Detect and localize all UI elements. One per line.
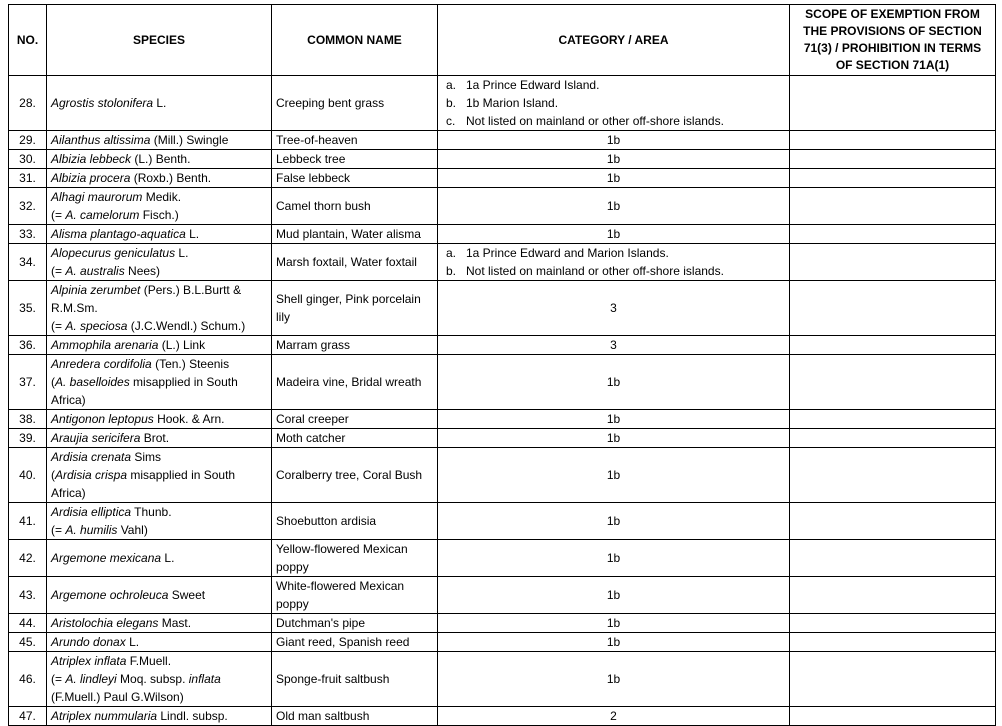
species-text: Brot. xyxy=(140,431,170,445)
species-text: L. xyxy=(153,96,167,110)
species-cell xyxy=(47,707,272,726)
category-cell: 2 xyxy=(438,707,790,726)
table-row xyxy=(9,652,996,707)
species-text: Mast. xyxy=(158,616,192,630)
common-name-cell: Lebbeck tree xyxy=(272,150,438,169)
species-name-italic: Agrostis stolonifera xyxy=(51,96,154,110)
species-line xyxy=(51,355,267,373)
scope-cell xyxy=(790,76,996,131)
common-name-cell: Old man saltbush xyxy=(272,707,438,726)
species-text: Nees) xyxy=(124,264,161,278)
species-line xyxy=(51,373,267,391)
species-line xyxy=(51,466,267,502)
scope-cell xyxy=(790,225,996,244)
species-line xyxy=(51,336,267,354)
row-number: 45. xyxy=(9,633,47,652)
species-text: (= xyxy=(51,319,66,333)
table-row xyxy=(9,76,996,131)
list-marker: b. xyxy=(446,96,457,110)
species-name-italic: Aristolochia elegans xyxy=(51,616,159,630)
row-number: 43. xyxy=(9,577,47,614)
scope-cell xyxy=(790,281,996,336)
species-text: Africa) xyxy=(51,393,86,407)
scope-cell xyxy=(790,503,996,540)
category-cell: 1b xyxy=(438,633,790,652)
species-name-italic: A. baselloides xyxy=(55,375,130,389)
common-name-cell: Marram grass xyxy=(272,336,438,355)
species-text: Fisch.) xyxy=(139,208,179,222)
species-text: misapplied in South xyxy=(129,375,238,389)
category-list-item xyxy=(446,76,785,94)
species-cell xyxy=(47,429,272,448)
row-number: 28. xyxy=(9,76,47,131)
species-cell xyxy=(47,188,272,225)
table-row xyxy=(9,355,996,410)
species-cell xyxy=(47,540,272,577)
species-name-italic: Argemone mexicana xyxy=(51,551,162,565)
category-text: 1b Marion Island. xyxy=(466,96,559,110)
species-name-italic: inflata xyxy=(188,672,221,686)
species-text: Sims xyxy=(131,450,162,464)
species-name-italic: Ammophila arenaria xyxy=(51,338,159,352)
table-row xyxy=(9,540,996,577)
species-text: Hook. & Arn. xyxy=(153,412,225,426)
category-cell: 1b xyxy=(438,169,790,188)
row-number: 32. xyxy=(9,188,47,225)
scope-cell xyxy=(790,131,996,150)
species-name-italic: A. australis xyxy=(65,264,125,278)
row-number: 35. xyxy=(9,281,47,336)
species-line xyxy=(51,281,267,299)
row-number: 39. xyxy=(9,429,47,448)
table-row xyxy=(9,614,996,633)
category-cell: 1b xyxy=(438,614,790,633)
scope-cell xyxy=(790,188,996,225)
species-text: F.Muell. xyxy=(126,654,172,668)
common-name-cell: White-flowered Mexican poppy xyxy=(272,577,438,614)
common-name-cell: Shoebutton ardisia xyxy=(272,503,438,540)
species-cell xyxy=(47,244,272,281)
species-line xyxy=(51,707,267,725)
species-cell xyxy=(47,614,272,633)
species-name-italic: Atriplex nummularia xyxy=(51,709,158,723)
species-text: Lindl. subsp. xyxy=(157,709,228,723)
scope-cell xyxy=(790,633,996,652)
species-line xyxy=(51,317,267,335)
common-name-cell: Mud plantain, Water alisma xyxy=(272,225,438,244)
list-marker: b. xyxy=(446,264,457,278)
species-text: Vahl) xyxy=(117,523,148,537)
species-cell xyxy=(47,410,272,429)
species-name-italic: Ardisia elliptica xyxy=(51,505,132,519)
species-name-italic: Albizia procera xyxy=(51,171,131,185)
row-number: 37. xyxy=(9,355,47,410)
species-text: (= xyxy=(51,523,66,537)
species-text: (Pers.) B.L.Burtt & xyxy=(140,283,242,297)
common-name-cell: Giant reed, Spanish reed xyxy=(272,633,438,652)
species-cell xyxy=(47,577,272,614)
scope-cell xyxy=(790,577,996,614)
species-line xyxy=(51,262,267,280)
table-row xyxy=(9,281,996,336)
category-list-item xyxy=(446,244,785,262)
list-marker: c. xyxy=(446,114,456,128)
category-text: Not listed on mainland or other off-shore islands. xyxy=(466,114,724,128)
species-text: (Ten.) Steenis xyxy=(151,357,230,371)
species-text: (F.Muell.) Paul G.Wilson) xyxy=(51,690,184,704)
category-cell: 1b xyxy=(438,131,790,150)
species-text: Moq. subsp. xyxy=(116,672,189,686)
species-line xyxy=(51,448,267,466)
species-text: (Mill.) Swingle xyxy=(150,133,229,147)
table-row xyxy=(9,244,996,281)
species-line xyxy=(51,225,267,243)
table-row xyxy=(9,633,996,652)
species-cell xyxy=(47,503,272,540)
table-row xyxy=(9,707,996,726)
table-row xyxy=(9,410,996,429)
species-name-italic: Albizia lebbeck xyxy=(51,152,132,166)
category-cell: 1b xyxy=(438,355,790,410)
row-number: 31. xyxy=(9,169,47,188)
species-line xyxy=(51,299,267,317)
species-text: (L.) Link xyxy=(158,338,206,352)
list-marker: a. xyxy=(446,78,457,92)
category-list-item xyxy=(446,94,785,112)
scope-cell xyxy=(790,150,996,169)
species-text: (Roxb.) Benth. xyxy=(130,171,212,185)
common-name-cell: Camel thorn bush xyxy=(272,188,438,225)
table-row xyxy=(9,150,996,169)
species-line xyxy=(51,410,267,428)
table-body xyxy=(9,76,996,726)
row-number: 38. xyxy=(9,410,47,429)
species-name-italic: A. camelorum xyxy=(65,208,140,222)
row-number: 40. xyxy=(9,448,47,503)
table-row xyxy=(9,503,996,540)
species-text: misapplied in South Africa) xyxy=(51,468,236,500)
species-line xyxy=(51,521,267,539)
row-number: 44. xyxy=(9,614,47,633)
common-name-cell: Creeping bent grass xyxy=(272,76,438,131)
species-text: Thunb. xyxy=(131,505,172,519)
row-number: 41. xyxy=(9,503,47,540)
species-name-italic: Ardisia crispa xyxy=(55,468,128,482)
species-name-italic: Arundo donax xyxy=(51,635,126,649)
category-cell: 1b xyxy=(438,652,790,707)
header-no: NO. xyxy=(9,5,47,76)
species-name-italic: Atriplex inflata xyxy=(51,654,127,668)
species-cell xyxy=(47,652,272,707)
species-cell xyxy=(47,225,272,244)
scope-cell xyxy=(790,652,996,707)
category-cell: 1b xyxy=(438,225,790,244)
species-name-italic: Alhagi maurorum xyxy=(51,190,143,204)
category-text: Not listed on mainland or other off-shore islands. xyxy=(466,264,724,278)
species-cell xyxy=(47,336,272,355)
species-line xyxy=(51,614,267,632)
species-line xyxy=(51,586,267,604)
species-cell xyxy=(47,169,272,188)
common-name-cell: Coral creeper xyxy=(272,410,438,429)
header-row xyxy=(9,5,996,76)
species-text: L. xyxy=(185,227,200,241)
row-number: 42. xyxy=(9,540,47,577)
common-name-cell: Sponge-fruit saltbush xyxy=(272,652,438,707)
common-name-cell: Shell ginger, Pink porcelain lily xyxy=(272,281,438,336)
common-name-cell: Madeira vine, Bridal wreath xyxy=(272,355,438,410)
scope-cell xyxy=(790,707,996,726)
species-line xyxy=(51,549,267,567)
species-line xyxy=(51,131,267,149)
species-line xyxy=(51,206,267,224)
species-text: (= xyxy=(51,672,66,686)
table-row xyxy=(9,336,996,355)
category-list-item xyxy=(446,112,785,130)
species-name-italic: Araujia sericifera xyxy=(51,431,141,445)
row-number: 34. xyxy=(9,244,47,281)
header-species: SPECIES xyxy=(47,5,272,76)
species-line xyxy=(51,150,267,168)
species-text: L. xyxy=(161,551,175,565)
species-cell xyxy=(47,150,272,169)
row-number: 46. xyxy=(9,652,47,707)
species-line xyxy=(51,188,267,206)
row-number: 36. xyxy=(9,336,47,355)
species-text: Sweet xyxy=(168,588,206,602)
species-text: L. xyxy=(175,246,189,260)
scope-cell xyxy=(790,540,996,577)
species-text: ( xyxy=(51,375,55,389)
table-row xyxy=(9,225,996,244)
species-text: R.M.Sm. xyxy=(51,301,98,315)
species-name-italic: Ailanthus altissima xyxy=(51,133,151,147)
table-row xyxy=(9,131,996,150)
species-cell xyxy=(47,76,272,131)
header-category: CATEGORY / AREA xyxy=(438,5,790,76)
common-name-cell: Yellow-flowered Mexican poppy xyxy=(272,540,438,577)
table-row xyxy=(9,429,996,448)
common-name-cell: Moth catcher xyxy=(272,429,438,448)
species-text: Medik. xyxy=(142,190,182,204)
scope-cell xyxy=(790,448,996,503)
scope-cell xyxy=(790,336,996,355)
common-name-cell: Marsh foxtail, Water foxtail xyxy=(272,244,438,281)
category-cell xyxy=(438,76,790,131)
category-cell: 1b xyxy=(438,429,790,448)
scope-cell xyxy=(790,169,996,188)
species-line xyxy=(51,633,267,651)
row-number: 30. xyxy=(9,150,47,169)
species-text: L. xyxy=(125,635,140,649)
common-name-cell: False lebbeck xyxy=(272,169,438,188)
table-row xyxy=(9,577,996,614)
header-scope: SCOPE OF EXEMPTION FROM THE PROVISIONS OF SECTION 71(3) / PROHIBITION IN TERMS OF SECTION 71A(1) xyxy=(790,5,996,76)
row-number: 47. xyxy=(9,707,47,726)
row-number: 29. xyxy=(9,131,47,150)
species-cell xyxy=(47,281,272,336)
row-number: 33. xyxy=(9,225,47,244)
species-text: (L.) Benth. xyxy=(131,152,191,166)
species-line xyxy=(51,94,267,112)
common-name-cell: Dutchman's pipe xyxy=(272,614,438,633)
species-name-italic: Alisma plantago-aquatica xyxy=(51,227,186,241)
species-name-italic: A. humilis xyxy=(65,523,118,537)
header-common-name: COMMON NAME xyxy=(272,5,438,76)
species-cell xyxy=(47,448,272,503)
species-line xyxy=(51,429,267,447)
species-name-italic: Alpinia zerumbet xyxy=(51,283,141,297)
category-cell: 1b xyxy=(438,188,790,225)
category-cell: 3 xyxy=(438,336,790,355)
species-name-italic: Alopecurus geniculatus xyxy=(51,246,176,260)
species-cell xyxy=(47,131,272,150)
table-row xyxy=(9,169,996,188)
species-name-italic: Ardisia crenata xyxy=(51,450,132,464)
species-cell xyxy=(47,355,272,410)
scope-cell xyxy=(790,410,996,429)
category-cell: 1b xyxy=(438,503,790,540)
table-row xyxy=(9,188,996,225)
list-marker: a. xyxy=(446,246,457,260)
species-name-italic: A. lindleyi xyxy=(65,672,117,686)
common-name-cell: Coralberry tree, Coral Bush xyxy=(272,448,438,503)
species-name-italic: Anredera cordifolia xyxy=(51,357,152,371)
scope-cell xyxy=(790,244,996,281)
category-list-item xyxy=(446,262,785,280)
common-name-cell: Tree-of-heaven xyxy=(272,131,438,150)
species-line xyxy=(51,670,267,688)
species-table xyxy=(8,4,996,726)
scope-cell xyxy=(790,355,996,410)
category-cell: 3 xyxy=(438,281,790,336)
category-cell: 1b xyxy=(438,410,790,429)
species-name-italic: Antigonon leptopus xyxy=(51,412,154,426)
category-cell: 1b xyxy=(438,540,790,577)
category-text: 1a Prince Edward and Marion Islands. xyxy=(466,246,669,260)
species-line xyxy=(51,688,267,706)
species-line xyxy=(51,503,267,521)
species-text: (= xyxy=(51,208,66,222)
table-row xyxy=(9,448,996,503)
species-cell xyxy=(47,633,272,652)
category-cell xyxy=(438,244,790,281)
scope-cell xyxy=(790,429,996,448)
category-text: 1a Prince Edward Island. xyxy=(466,78,600,92)
species-name-italic: Argemone ochroleuca xyxy=(51,588,169,602)
species-name-italic: A. speciosa xyxy=(65,319,128,333)
species-line xyxy=(51,244,267,262)
category-cell: 1b xyxy=(438,448,790,503)
species-line xyxy=(51,391,267,409)
species-text: (= xyxy=(51,264,66,278)
scope-cell xyxy=(790,614,996,633)
category-cell: 1b xyxy=(438,577,790,614)
species-text: (J.C.Wendl.) Schum.) xyxy=(127,319,246,333)
species-line xyxy=(51,169,267,187)
species-line xyxy=(51,652,267,670)
species-text: ( xyxy=(51,468,55,482)
category-cell: 1b xyxy=(438,150,790,169)
